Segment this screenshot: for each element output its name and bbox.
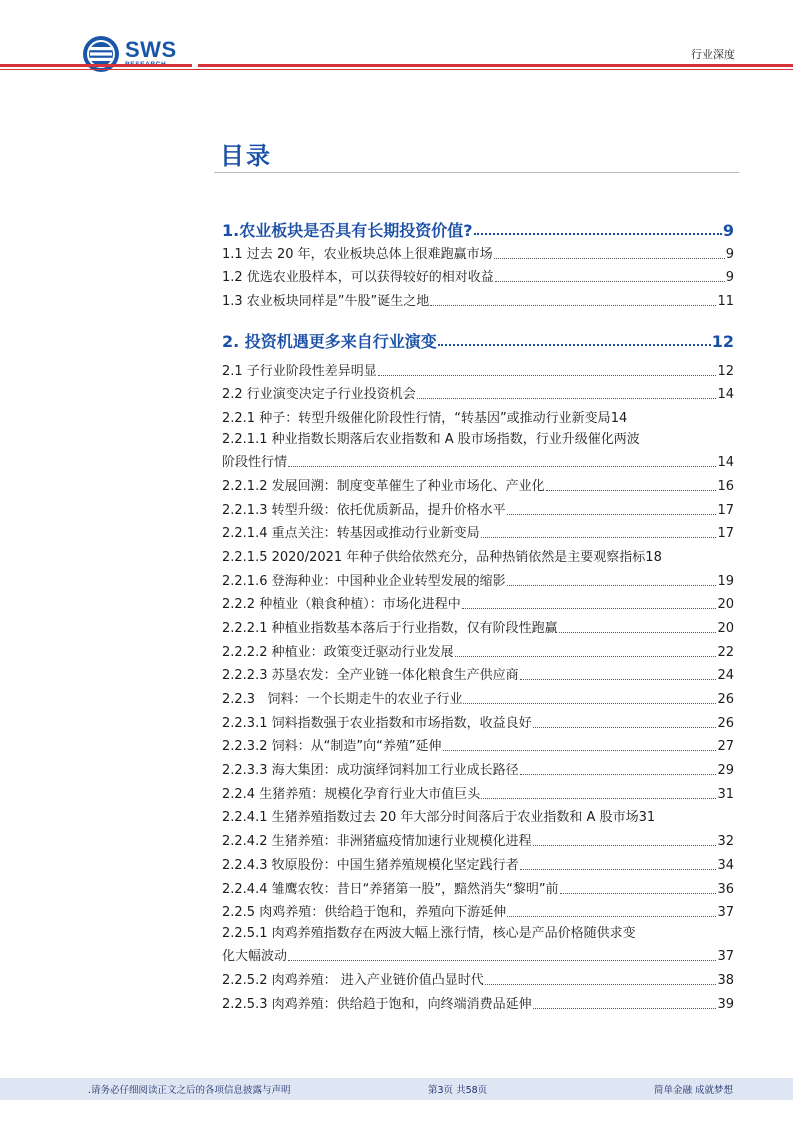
toc-entry-text: 2.2.1.6 登海种业：中国种业企业转型发展的缩影 bbox=[222, 573, 506, 589]
toc-entry-2-2-3-3[interactable] bbox=[222, 755, 734, 779]
toc-entry-1-3[interactable] bbox=[222, 286, 734, 310]
toc-entry-2-2-2-2[interactable] bbox=[222, 637, 734, 661]
toc-entry-2-2-3-2[interactable] bbox=[222, 732, 734, 756]
toc-entry-2-2-5-2[interactable] bbox=[222, 965, 734, 989]
toc-entry-2-2-3[interactable] bbox=[222, 684, 734, 708]
toc-entry-2-2-5[interactable] bbox=[222, 898, 734, 922]
toc-leader bbox=[485, 984, 717, 985]
toc-entry-2-2-2-1[interactable] bbox=[222, 613, 734, 637]
toc-entry-text: 2.2.5.1 肉鸡养殖指数存在两波大幅上涨行情，核心是产品价格随供求变 bbox=[222, 926, 636, 942]
toc-entry-text: 2.2.2.1 种植业指数基本落后于行业指数，仅有阶段性跑赢 bbox=[222, 620, 558, 636]
toc-leader bbox=[533, 845, 717, 846]
toc-entry-page: 36 bbox=[717, 881, 734, 897]
toc-leader bbox=[507, 514, 717, 515]
toc-entry-text: 1.1 过去 20 年，农业板块总体上很难跑赢市场 bbox=[222, 246, 493, 262]
toc-leader bbox=[463, 703, 716, 704]
toc-entry-1-1[interactable] bbox=[222, 239, 734, 263]
toc-entry-text: 1.3 农业板块同样是”牛股”诞生之地 bbox=[222, 294, 430, 310]
toc-entry-page: 14 bbox=[717, 387, 734, 403]
toc-entry-page: 9 bbox=[725, 246, 734, 262]
toc-entry-2-2-2[interactable] bbox=[222, 590, 734, 614]
toc-entry-page: 17 bbox=[717, 502, 734, 518]
toc-entry-text: 1.2 优选农业股样本，可以获得较好的相对收益 bbox=[222, 270, 494, 286]
toc-entry-text: 2.2.2 种植业（粮食种植）：市场化进程中 bbox=[222, 597, 461, 613]
toc-entry-2-2-5-1-line2[interactable] bbox=[222, 942, 734, 965]
toc-title-divider bbox=[214, 172, 739, 173]
toc-entry-text: 2.2.4 生猪养殖：规模化孕育行业大市值巨头 bbox=[222, 786, 481, 802]
toc-leader bbox=[438, 344, 711, 346]
toc-entry-text: 2.2.1.2 发展回溯：制度变革催生了种业市场化、产业化 bbox=[222, 478, 545, 494]
header-rule-left bbox=[0, 64, 192, 67]
toc-entry-text: 2.2.1.5 2020/2021 年种子供给依然充分，品种热销依然是主要观察指标 bbox=[222, 549, 646, 565]
toc-leader bbox=[507, 916, 716, 917]
toc-entry-page: 9 bbox=[725, 270, 734, 286]
toc-entry-text: 1.农业板块是否具有长期投资价值? bbox=[222, 221, 473, 240]
toc-entry-text: 2.1 子行业阶段性差异明显 bbox=[222, 363, 377, 379]
toc-entry-text: 2.2.3 饲料：一个长期走牛的农业子行业 bbox=[222, 692, 463, 707]
toc-entry-page: 18 bbox=[645, 549, 662, 565]
toc-leader bbox=[494, 258, 725, 259]
toc-entry-2-2-1[interactable] bbox=[222, 403, 734, 427]
toc-entry-text: 2.2.1 种子：转型升级催化阶段性行情，“转基因”或推动行业新变局 bbox=[222, 411, 611, 427]
toc-entry-text: 2.2.3.3 海大集团：成功演绎饲料加工行业成长路径 bbox=[222, 763, 519, 779]
toc-entry-2-2-4-3[interactable] bbox=[222, 850, 734, 874]
toc-entry-page: 27 bbox=[717, 739, 734, 755]
toc-entry-2-2-4[interactable] bbox=[222, 779, 734, 803]
toc-entry-page: 38 bbox=[717, 972, 734, 988]
toc-entry-text-continued: 化大幅波动 bbox=[222, 949, 288, 965]
toc-entry-text: 2.2.3.1 饲料指数强于农业指数和市场指数，收益良好 bbox=[222, 715, 532, 731]
toc-leader bbox=[520, 869, 717, 870]
toc-leader bbox=[455, 656, 717, 657]
toc-entry-2-2-4-1[interactable] bbox=[222, 803, 734, 827]
toc-leader bbox=[288, 960, 716, 961]
header-rule-right bbox=[198, 64, 793, 67]
toc-entry-2-2[interactable] bbox=[222, 380, 734, 404]
toc-entry-2-2-4-4[interactable] bbox=[222, 874, 734, 898]
toc-entry-1-2[interactable] bbox=[222, 263, 734, 287]
toc-entry-text: 2.2.4.2 生猪养殖：非洲猪瘟疫情加速行业规模化进程 bbox=[222, 834, 532, 850]
toc-entry-2-2-1-2[interactable] bbox=[222, 471, 734, 495]
toc-entry-page: 20 bbox=[717, 620, 734, 636]
toc-leader bbox=[507, 585, 717, 586]
footer-disclaimer: .请务必仔细阅读正文之后的各项信息披露与声明 bbox=[88, 1085, 291, 1096]
toc-entry-page: 16 bbox=[717, 478, 734, 494]
toc-entry-2-2-1-3[interactable] bbox=[222, 495, 734, 519]
toc-entry-text: 2.2.5 肉鸡养殖：供给趋于饱和，养殖向下游延伸 bbox=[222, 905, 507, 921]
logo-wordmark: SWS bbox=[125, 37, 177, 63]
toc-entry-2-2-1-1-line2[interactable] bbox=[222, 448, 734, 471]
toc-entry-page: 31 bbox=[717, 786, 734, 802]
toc-entry-page: 12 bbox=[717, 363, 734, 379]
toc-entry-1[interactable] bbox=[222, 205, 734, 239]
toc-leader bbox=[520, 679, 717, 680]
toc-entry-page: 22 bbox=[717, 644, 734, 660]
toc-leader bbox=[546, 490, 717, 491]
toc-entry-text: 2.2.1.3 转型升级：依托优质新品，提升价格水平 bbox=[222, 502, 506, 518]
toc-entry-page: 39 bbox=[717, 996, 734, 1012]
toc-entry-2-2-3-1[interactable] bbox=[222, 708, 734, 732]
toc-leader bbox=[560, 893, 717, 894]
sws-logo-icon bbox=[82, 35, 120, 73]
toc-leader bbox=[559, 632, 717, 633]
toc-leader bbox=[378, 375, 717, 376]
toc-entry-page: 19 bbox=[717, 573, 734, 589]
toc-entry-page: 24 bbox=[717, 668, 734, 684]
toc-leader bbox=[430, 305, 716, 306]
toc-entry-text: 2.2.5.2 肉鸡养殖： 进入产业链价值凸显时代 bbox=[222, 972, 484, 988]
toc-entry-text: 2.2.5.3 肉鸡养殖：供给趋于饱和，向终端消费品延伸 bbox=[222, 996, 532, 1012]
toc-entry-2-2-1-4[interactable] bbox=[222, 519, 734, 543]
header-rule-thin bbox=[0, 69, 793, 70]
toc-entry-page: 32 bbox=[717, 834, 734, 850]
toc-entry-page: 37 bbox=[717, 905, 734, 921]
toc-entry-text: 2.2.4.3 牧原股份：中国生猪养殖规模化坚定践行者 bbox=[222, 857, 519, 873]
toc-entry-text: 2. 投资机遇更多来自行业演变 bbox=[222, 332, 437, 352]
toc-entry-text: 2.2.3.2 饲料：从“制造”向“养殖”延伸 bbox=[222, 739, 442, 755]
toc-title: 目录 bbox=[220, 142, 272, 170]
toc-entry-page: 14 bbox=[717, 455, 734, 471]
toc-entry-2-1[interactable] bbox=[222, 356, 734, 380]
toc-entry-text-continued: 阶段性行情 bbox=[222, 455, 288, 471]
toc-leader bbox=[533, 1008, 717, 1009]
toc-entry-2[interactable] bbox=[222, 316, 734, 350]
toc-leader bbox=[481, 798, 716, 799]
footer-page-info: 第3页 共58页 bbox=[428, 1085, 488, 1096]
toc-entry-2-2-5-3[interactable] bbox=[222, 989, 734, 1013]
toc-leader bbox=[520, 774, 717, 775]
toc-entry-page: 29 bbox=[717, 763, 734, 779]
toc-entry-2-2-2-3[interactable] bbox=[222, 661, 734, 685]
toc-entry-text: 2.2.4.4 雏鹰农牧：昔日“养猪第一股”，黯然消失“黎明”前 bbox=[222, 881, 559, 897]
toc-entry-text: 2.2.4.1 生猪养殖指数过去 20 年大部分时间落后于农业指数和 A 股市场 bbox=[222, 810, 639, 826]
toc-leader bbox=[462, 608, 717, 609]
toc-entry-page: 9 bbox=[722, 221, 734, 240]
toc-leader bbox=[533, 727, 717, 728]
toc-entry-text: 2.2.1.1 种业指数长期落后农业指数和 A 股市场指数，行业升级催化两波 bbox=[222, 432, 640, 448]
toc-entry-page: 34 bbox=[717, 857, 734, 873]
toc-entry-2-2-1-1-line1[interactable] bbox=[222, 427, 734, 448]
toc-entry-2-2-1-6[interactable] bbox=[222, 566, 734, 590]
toc-entry-text: 2.2 行业演变决定子行业投资机会 bbox=[222, 387, 416, 403]
toc-entry-text: 2.2.2.3 苏垦农发：全产业链一体化粮食生产供应商 bbox=[222, 668, 519, 684]
toc-entry-page: 17 bbox=[717, 526, 734, 542]
toc-entry-page: 26 bbox=[717, 715, 734, 731]
toc-leader bbox=[481, 537, 717, 538]
sws-logo bbox=[82, 34, 177, 74]
toc-entry-text: 2.2.1.4 重点关注：转基因或推动行业新变局 bbox=[222, 526, 480, 542]
toc-entry-page: 26 bbox=[717, 692, 734, 707]
table-of-contents bbox=[222, 205, 734, 1013]
toc-entry-page: 37 bbox=[717, 949, 734, 965]
toc-leader bbox=[474, 233, 722, 235]
footer-bar bbox=[0, 1078, 793, 1100]
footer-slogan: 简单金融 成就梦想 bbox=[653, 1085, 733, 1096]
toc-entry-page: 31 bbox=[638, 810, 656, 826]
toc-leader bbox=[443, 750, 717, 751]
toc-entry-text: 2.2.2.2 种植业：政策变迁驱动行业发展 bbox=[222, 644, 454, 660]
toc-entry-2-2-4-2[interactable] bbox=[222, 826, 734, 850]
toc-entry-page: 20 bbox=[717, 597, 734, 613]
report-type-label: 行业深度 bbox=[691, 48, 735, 61]
toc-entry-page: 11 bbox=[717, 294, 734, 310]
toc-entry-2-2-1-5[interactable] bbox=[222, 542, 734, 566]
toc-entry-page: 14 bbox=[610, 411, 628, 427]
toc-entry-2-2-5-1-line1[interactable] bbox=[222, 921, 734, 942]
toc-leader bbox=[288, 466, 716, 467]
toc-entry-page: 12 bbox=[711, 332, 734, 352]
toc-leader bbox=[495, 281, 725, 282]
toc-leader bbox=[417, 398, 717, 399]
